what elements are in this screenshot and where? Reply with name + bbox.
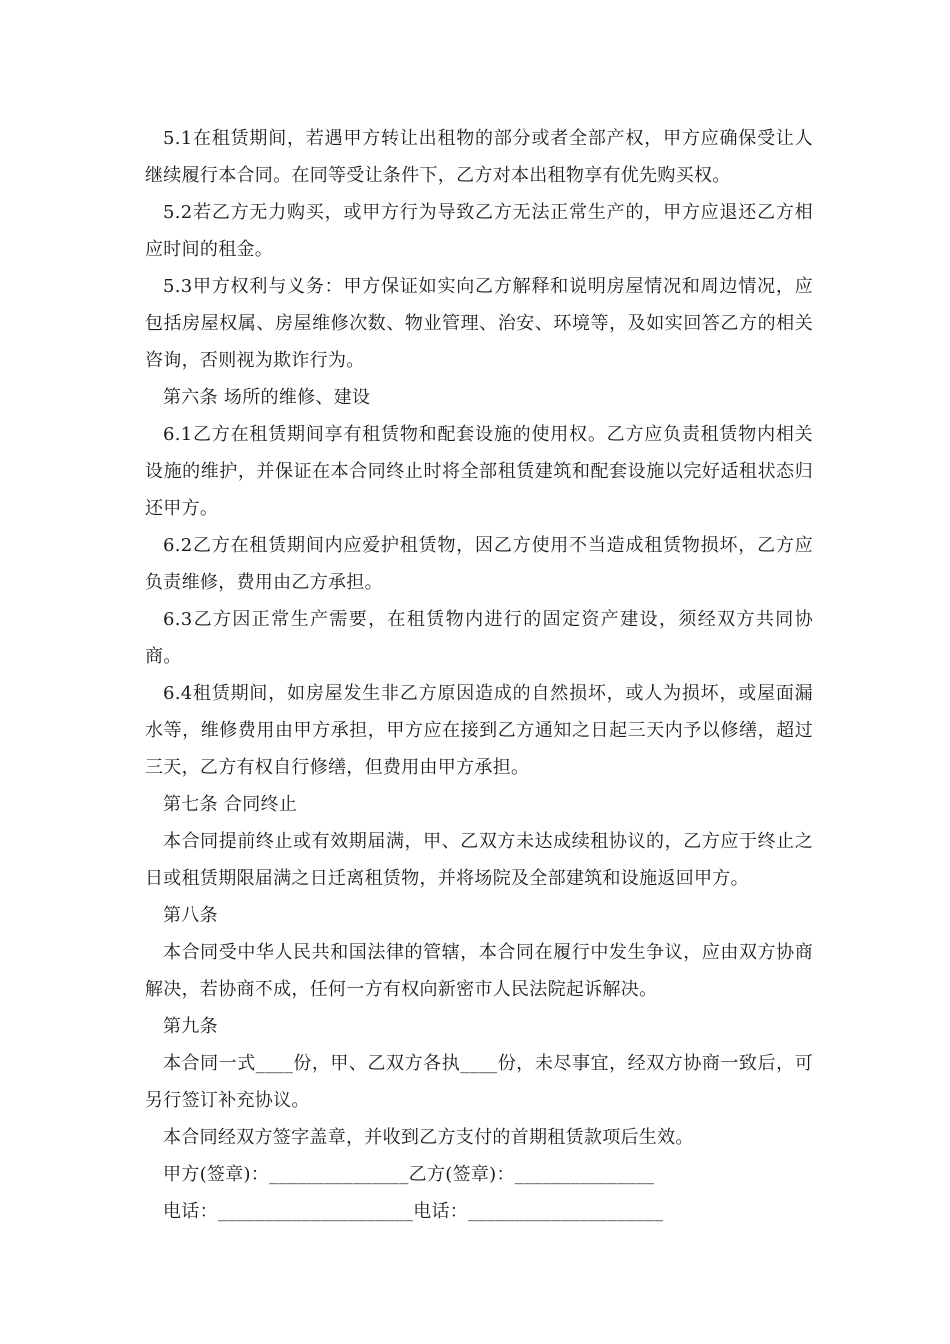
clause-5-1: 5.1在租赁期间，若遇甲方转让出租物的部分或者全部产权，甲方应确保受让人继续履行本合同。在同等受让条件下，乙方对本出租物享有优先购买权。 [145, 128, 813, 186]
clause-6-3: 6.3乙方因正常生产需要，在租赁物内进行的固定资产建设，须经双方共同协商。 [145, 609, 813, 667]
clause-8-body: 本合同受中华人民共和国法律的管辖，本合同在履行中发生争议，应由双方协商解决，若协商不成，任何一方有权向新密市人民法院起诉解决。 [145, 942, 813, 1000]
clause-6-2: 6.2乙方在租赁期间内应爱护租赁物，因乙方使用不当造成租赁物损坏，乙方应负责维修，费用由乙方承担。 [145, 535, 813, 593]
article-6-heading: 第六条 场所的维修、建设 [163, 387, 371, 408]
phone-line: 电话：_____________________电话：_____________________ [163, 1201, 664, 1222]
article-9-heading: 第九条 [163, 1016, 218, 1037]
clause-6-1: 6.1乙方在租赁期间享有租赁物和配套设施的使用权。乙方应负责租赁物内相关设施的维护，并保证在本合同终止时将全部租赁建筑和配套设施以完好适租状态归还甲方。 [145, 424, 813, 519]
clause-9-body: 本合同一式____份，甲、乙双方各执____份，未尽事宜，经双方协商一致后，可另行签订补充协议。 [145, 1053, 813, 1111]
clause-5-2: 5.2若乙方无力购买，或甲方行为导致乙方无法正常生产的，甲方应退还乙方相应时间的租金。 [145, 202, 813, 260]
clause-effective: 本合同经双方签字盖章，并收到乙方支付的首期租赁款项后生效。 [163, 1127, 694, 1148]
signature-line: 甲方(签章)：_______________乙方(签章)：_______________ [163, 1164, 655, 1185]
clause-6-4: 6.4租赁期间，如房屋发生非乙方原因造成的自然损坏，或人为损坏，或屋面漏水等，维修费用由甲方承担，甲方应在接到乙方通知之日起三天内予以修缮，超过三天，乙方有权自行修缮，但费用由甲方承担。 [145, 683, 813, 778]
article-8-heading: 第八条 [163, 905, 218, 926]
clause-5-3: 5.3甲方权利与义务：甲方保证如实向乙方解释和说明房屋情况和周边情况，应包括房屋权属、房屋维修次数、物业管理、治安、环境等，及如实回答乙方的相关咨询，否则视为欺诈行为。 [145, 276, 813, 371]
clause-7-body: 本合同提前终止或有效期届满，甲、乙双方未达成续租协议的，乙方应于终止之日或租赁期限届满之日迁离租赁物，并将场院及全部建筑和设施返回甲方。 [145, 831, 813, 889]
document-body [145, 120, 813, 1230]
article-7-heading: 第七条 合同终止 [163, 794, 298, 815]
